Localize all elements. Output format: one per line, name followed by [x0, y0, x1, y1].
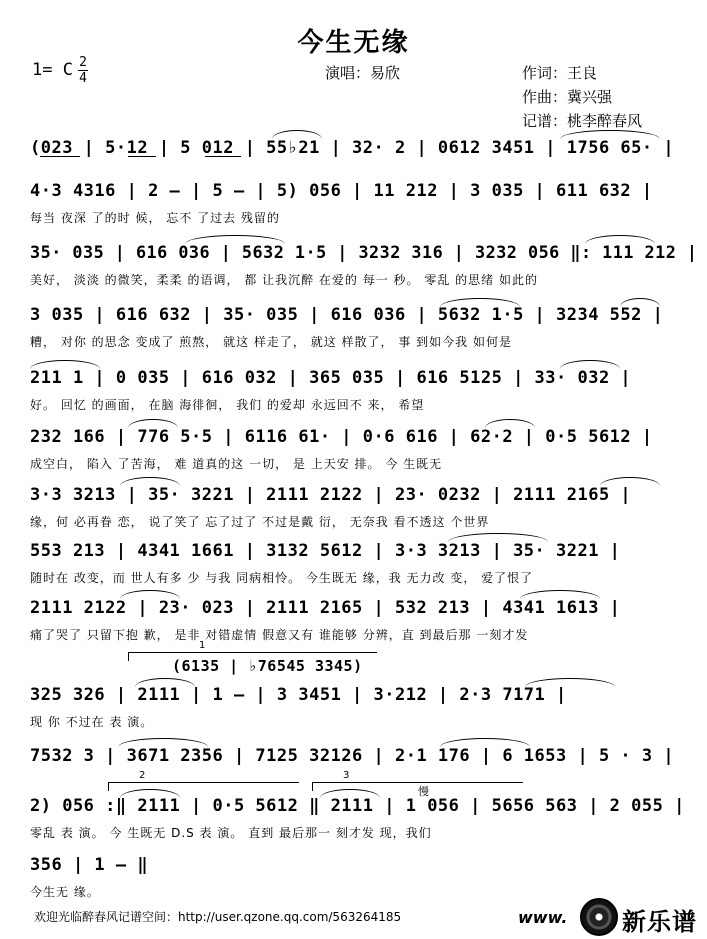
- logo-www-text: www.: [518, 908, 568, 927]
- slur-mark: [272, 130, 322, 139]
- beam-line: [205, 156, 241, 157]
- singer-credit: 演唱：易欣: [325, 64, 401, 82]
- transcriber-credit: 记谱：桃李醉春风: [522, 112, 643, 130]
- slur-mark: [525, 678, 615, 687]
- volta-2-number: 2: [139, 770, 146, 781]
- logo-brand-text: 新乐谱: [622, 908, 697, 936]
- meter-bottom: 4: [79, 71, 87, 86]
- notation-line: 2111 2122 | 23· 023 | 2111 2165 | 532 213 | 4341 1613 |: [30, 598, 621, 618]
- slur-mark: [560, 360, 620, 369]
- slur-mark: [30, 360, 100, 369]
- lyric-line: 缘，何 必再眷 恋， 说了笑了 忘了过了 不过是戴 衍， 无奈我 看不透这 个世界: [30, 515, 490, 529]
- beam-line: [128, 156, 156, 157]
- notation-line: 325 326 | 2111 | 1 – | 3 3451 | 3·212 | 2·3 7171 |: [30, 685, 567, 705]
- lyric-line: 现 你 不过在 表 演。: [30, 715, 154, 729]
- volta-1-number: 1: [199, 640, 206, 651]
- slur-mark: [440, 738, 530, 747]
- slur-mark: [120, 477, 180, 486]
- slur-mark: [485, 419, 535, 428]
- volta-3-number: 3: [343, 770, 350, 781]
- notation-line: 2) 056 :‖ 2111 | 0·5 5612 ‖ 2111 | 1 056 | 5656 563 | 2 055 |: [30, 796, 685, 816]
- notation-line: 211 1 | 0 035 | 616 032 | 365 035 | 616 5125 | 33· 032 |: [30, 368, 632, 388]
- lyric-line: 零乱 表 演。 今 生既无 D.S 表 演。 直到 最后那一 刻才发 现，我们: [30, 826, 432, 840]
- page-title: 今生无缘: [297, 28, 410, 58]
- slur-mark: [560, 130, 660, 139]
- slur-mark: [620, 298, 660, 307]
- notation-line: 35· 035 | 616 036 | 5632 1·5 | 3232 316 | 3232 056 ‖: 111 212 |: [30, 243, 698, 263]
- slur-mark: [185, 235, 285, 244]
- slur-mark: [600, 477, 660, 486]
- slur-mark: [440, 298, 520, 307]
- lyric-line: 成空白， 陷入 了苦海， 难 道真的这 一切， 是 上天安 排。 今 生既无: [30, 457, 443, 471]
- meter-top: 2: [79, 55, 87, 70]
- interlude-notation: (6135 | ♭76545 3345): [172, 657, 363, 675]
- lyric-line: 每当 夜深 了的时 候， 忘不 了过去 残留的: [30, 211, 280, 225]
- notation-line: 553 213 | 4341 1661 | 3132 5612 | 3·3 3213 | 35· 3221 |: [30, 541, 621, 561]
- lyric-line: 美好， 淡淡 的微笑，柔柔 的语调， 都 让我沉醉 在爱的 每一 秒。 零乱 的思绪 如此的: [30, 273, 538, 287]
- notation-line: (023 | 5·12 | 5 012 | 55♭21 | 32· 2 | 0612 3451 | 1756 65· |: [30, 138, 675, 158]
- notation-line: 232 166 | 776 5·5 | 6116 61· | 0·6 616 | 62·2 | 0·5 5612 |: [30, 427, 653, 447]
- notation-line: 3·3 3213 | 35· 3221 | 2111 2122 | 23· 0232 | 2111 2165 |: [30, 485, 632, 505]
- notation-line: 7532 3 | 3671 2356 | 7125 32126 | 2·1 176 | 6 1653 | 5 · 3 |: [30, 746, 675, 766]
- tempo-mark: 慢: [418, 785, 429, 798]
- time-signature: [78, 56, 88, 85]
- lyric-line: 随时在 改变，而 世人有多 少 与我 同病相怜。 今生既无 缘，我 无力改 变， 爱了恨了: [30, 571, 534, 585]
- composer-credit: 作曲：冀兴强: [522, 88, 613, 106]
- site-logo: [518, 896, 707, 939]
- lyric-line: 糟， 对你 的思念 变成了 煎熬， 就这 样走了， 就这 样散了， 事 到如今我 如何是: [30, 335, 512, 349]
- vinyl-disc-icon: [580, 898, 618, 936]
- slur-mark: [448, 533, 548, 542]
- slur-mark: [135, 678, 195, 687]
- lyricist-credit: 作词：王良: [522, 64, 598, 82]
- notation-line: 356 | 1 – ‖: [30, 855, 149, 875]
- footer-text: 欢迎光临醉春风记谱空间：http://user.qzone.qq.com/563264185: [34, 910, 402, 924]
- slur-mark: [120, 590, 180, 599]
- lyric-line: 痛了哭了 只留下抱 歉， 是非 对错虚情 假意又有 谁能够 分辨，直 到最后那 一刻才发: [30, 628, 529, 642]
- lyric-line: 好。 回忆 的画面， 在脑 海徘徊， 我们 的爱却 永远回不 来， 希望: [30, 398, 425, 412]
- notation-line: 3 035 | 616 632 | 35· 035 | 616 036 | 5632 1·5 | 3234 552 |: [30, 305, 664, 325]
- slur-mark: [128, 419, 178, 428]
- slur-mark: [118, 738, 208, 747]
- beam-line: [40, 156, 80, 157]
- slur-mark: [585, 235, 655, 244]
- slur-mark: [520, 590, 600, 599]
- key-signature: 1= C: [32, 60, 73, 80]
- notation-line: 4·3 4316 | 2 – | 5 – | 5) 056 | 11 212 | 3 035 | 611 632 |: [30, 181, 653, 201]
- lyric-line: 今生无 缘。: [30, 885, 100, 899]
